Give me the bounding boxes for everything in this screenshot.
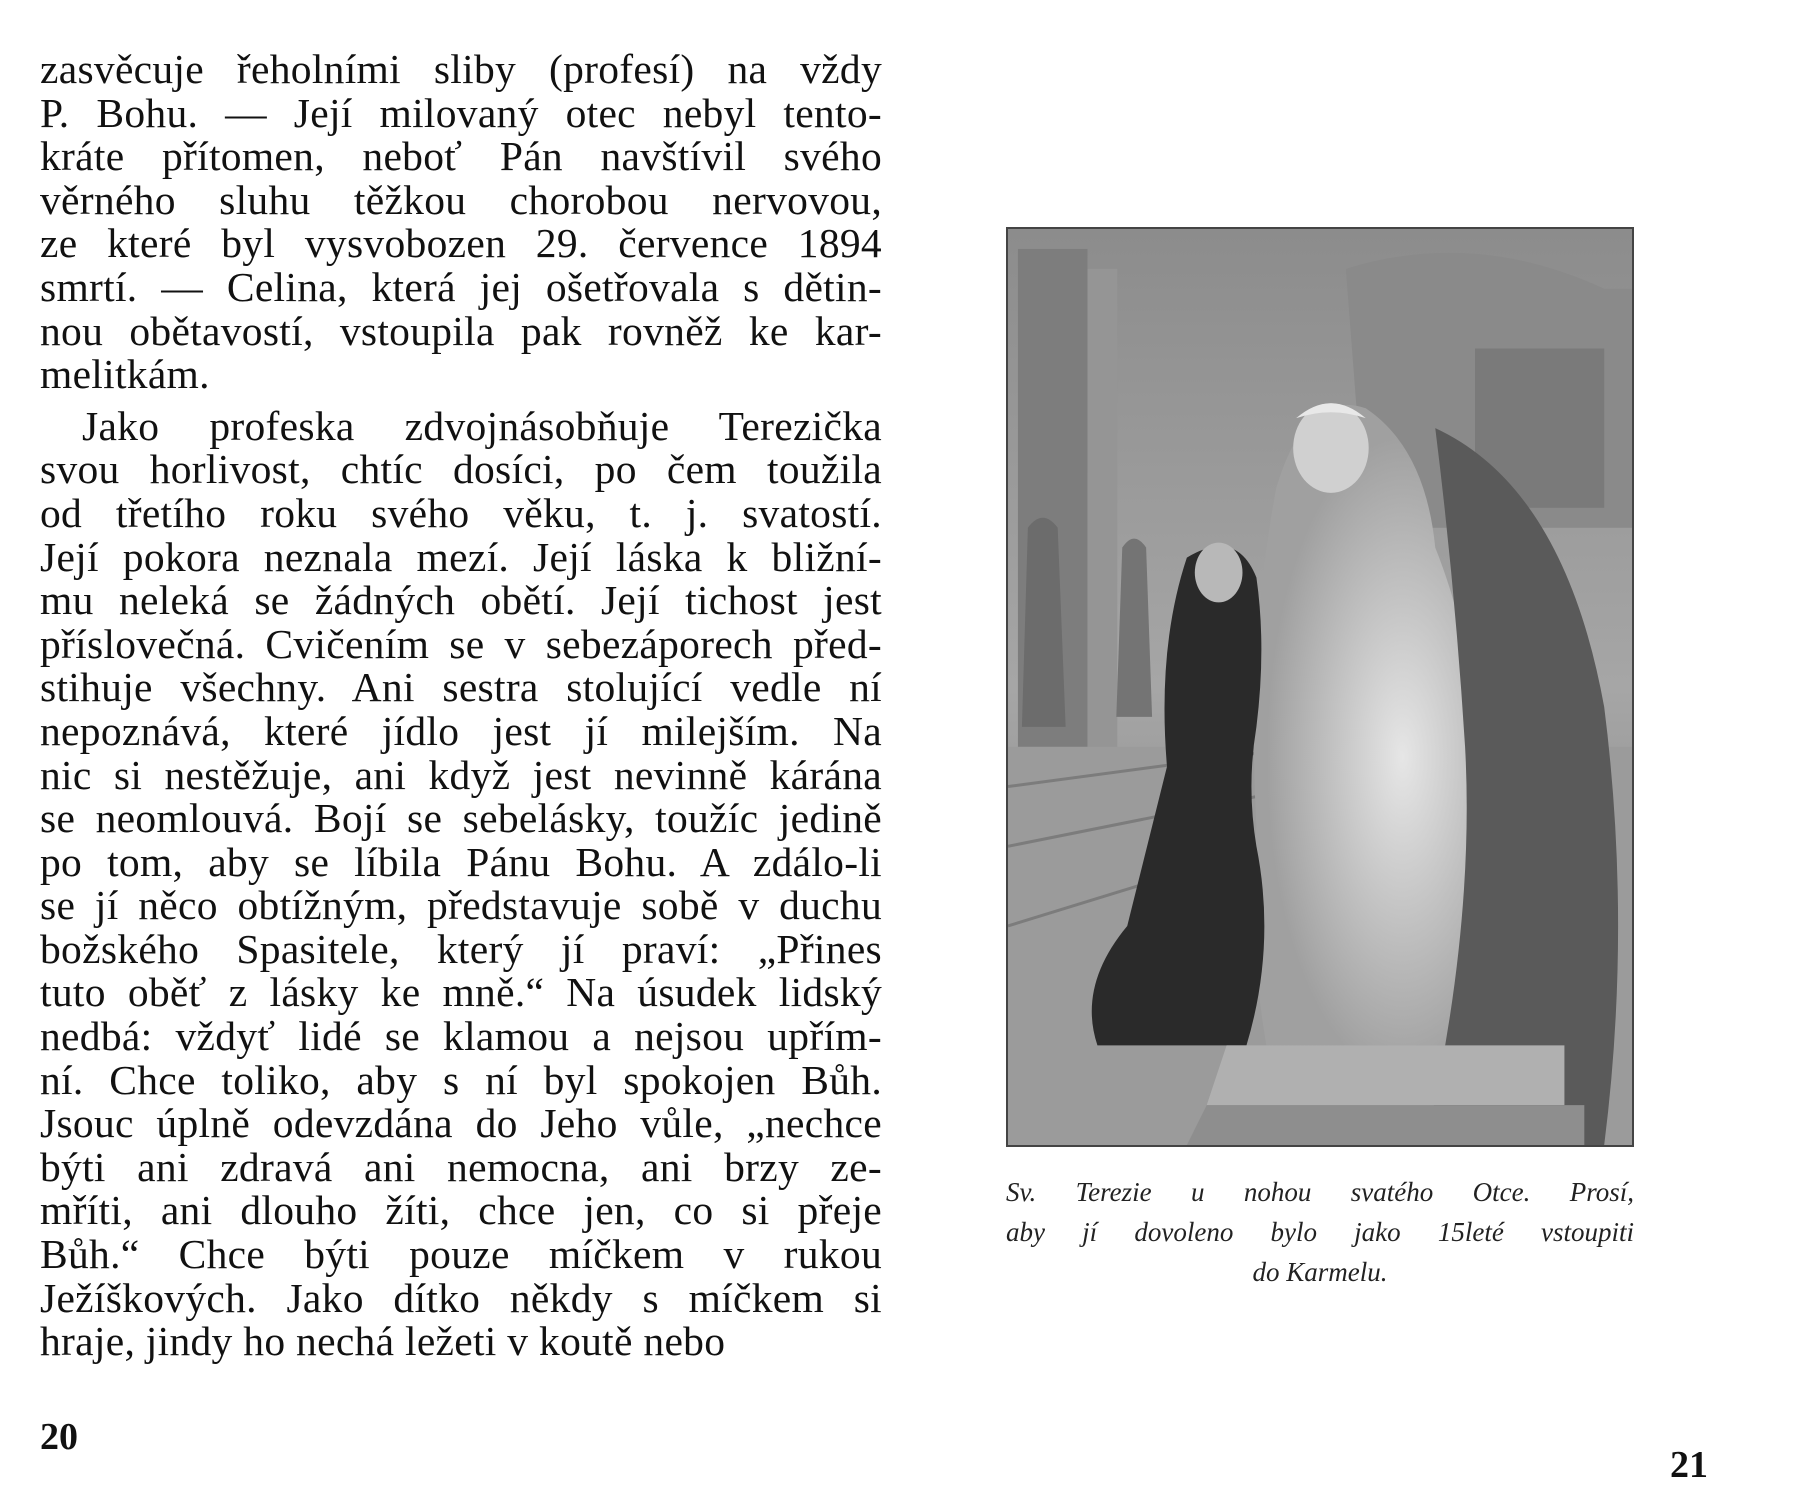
illustration-caption bbox=[1006, 1172, 1634, 1292]
text-line: nepoznává, které jídlo jest jí milejším. Na bbox=[40, 707, 882, 754]
pope-audience-picture bbox=[1008, 229, 1632, 1145]
text-line: Jako profeska zdvojnásobňuje Terezička bbox=[82, 402, 882, 449]
text-line: Ježíškových. Jako dítko někdy s míčkem si bbox=[40, 1274, 882, 1321]
text-line: býti ani zdravá ani nemocna, ani brzy ze- bbox=[40, 1143, 882, 1190]
text-line: se neomlouvá. Bojí se sebelásky, toužíc jedině bbox=[40, 795, 882, 842]
body-text bbox=[40, 48, 882, 1364]
text-line: věrného sluhu těžkou chorobou nervovou, bbox=[40, 176, 882, 223]
text-line: tuto oběť z lásky ke mně.“ Na úsudek lidský bbox=[40, 969, 882, 1016]
text-line: nedbá: vždyť lidé se klamou a nejsou upřím- bbox=[40, 1013, 882, 1060]
text-line: svou horlivost, chtíc dosíci, po čem toužila bbox=[40, 446, 882, 493]
page-number-right: 21 bbox=[1670, 1444, 1708, 1486]
text-line: mu neleká se žádných obětí. Její tichost jest bbox=[40, 577, 882, 624]
text-line: od třetího roku svého věku, t. j. svatostí. bbox=[40, 489, 882, 536]
text-line: stihuje všechny. Ani sestra stolující vedle ní bbox=[40, 664, 882, 711]
text-line: P. Bohu. — Její milovaný otec nebyl tento- bbox=[40, 89, 882, 136]
text-line: Bůh.“ Chce býti pouze míčkem v rukou bbox=[40, 1231, 882, 1278]
illustration-image bbox=[1006, 227, 1634, 1147]
text-line: hraje, jindy ho nechá ležeti v koutě nebo bbox=[40, 1318, 726, 1365]
text-line: ní. Chce toliko, aby s ní byl spokojen Bůh. bbox=[40, 1056, 882, 1103]
text-line: ze které byl vysvobozen 29. července 1894 bbox=[40, 220, 882, 267]
page-number-left: 20 bbox=[40, 1416, 78, 1458]
text-line: melitkám. bbox=[40, 351, 210, 398]
text-line: smrtí. — Celina, která jej ošetřovala s dětin- bbox=[40, 263, 882, 310]
caption-line: Sv. Terezie u nohou svatého Otce. Prosí, bbox=[1006, 1177, 1634, 1207]
text-line: po tom, aby se líbila Pánu Bohu. A zdálo-li bbox=[40, 838, 882, 885]
text-line: božského Spasitele, který jí praví: „Přines bbox=[40, 925, 882, 972]
text-line: mříti, ani dlouho žíti, chce jen, co si přeje bbox=[40, 1187, 882, 1234]
text-line: nic si nestěžuje, ani když jest nevinně kárána bbox=[40, 751, 882, 798]
text-line: Jsouc úplně odevzdána do Jeho vůle, „nechce bbox=[40, 1100, 882, 1147]
caption-line: do Karmelu. bbox=[1252, 1257, 1388, 1287]
text-line: příslovečná. Cvičením se v sebezáporech před- bbox=[40, 620, 882, 667]
text-line: zasvěcuje řeholními sliby (profesí) na vždy bbox=[40, 46, 882, 92]
left-page bbox=[0, 0, 900, 1500]
text-line: se jí něco obtížným, představuje sobě v duchu bbox=[40, 882, 882, 929]
right-page bbox=[900, 0, 1814, 1500]
text-line: kráte přítomen, neboť Pán navštívil svého bbox=[40, 133, 882, 180]
caption-line: aby jí dovoleno bylo jako 15leté vstoupiti bbox=[1006, 1217, 1634, 1247]
text-line: Její pokora neznala mezí. Její láska k bližní- bbox=[40, 533, 882, 580]
text-line: nou obětavostí, vstoupila pak rovněž ke kar- bbox=[40, 307, 882, 354]
